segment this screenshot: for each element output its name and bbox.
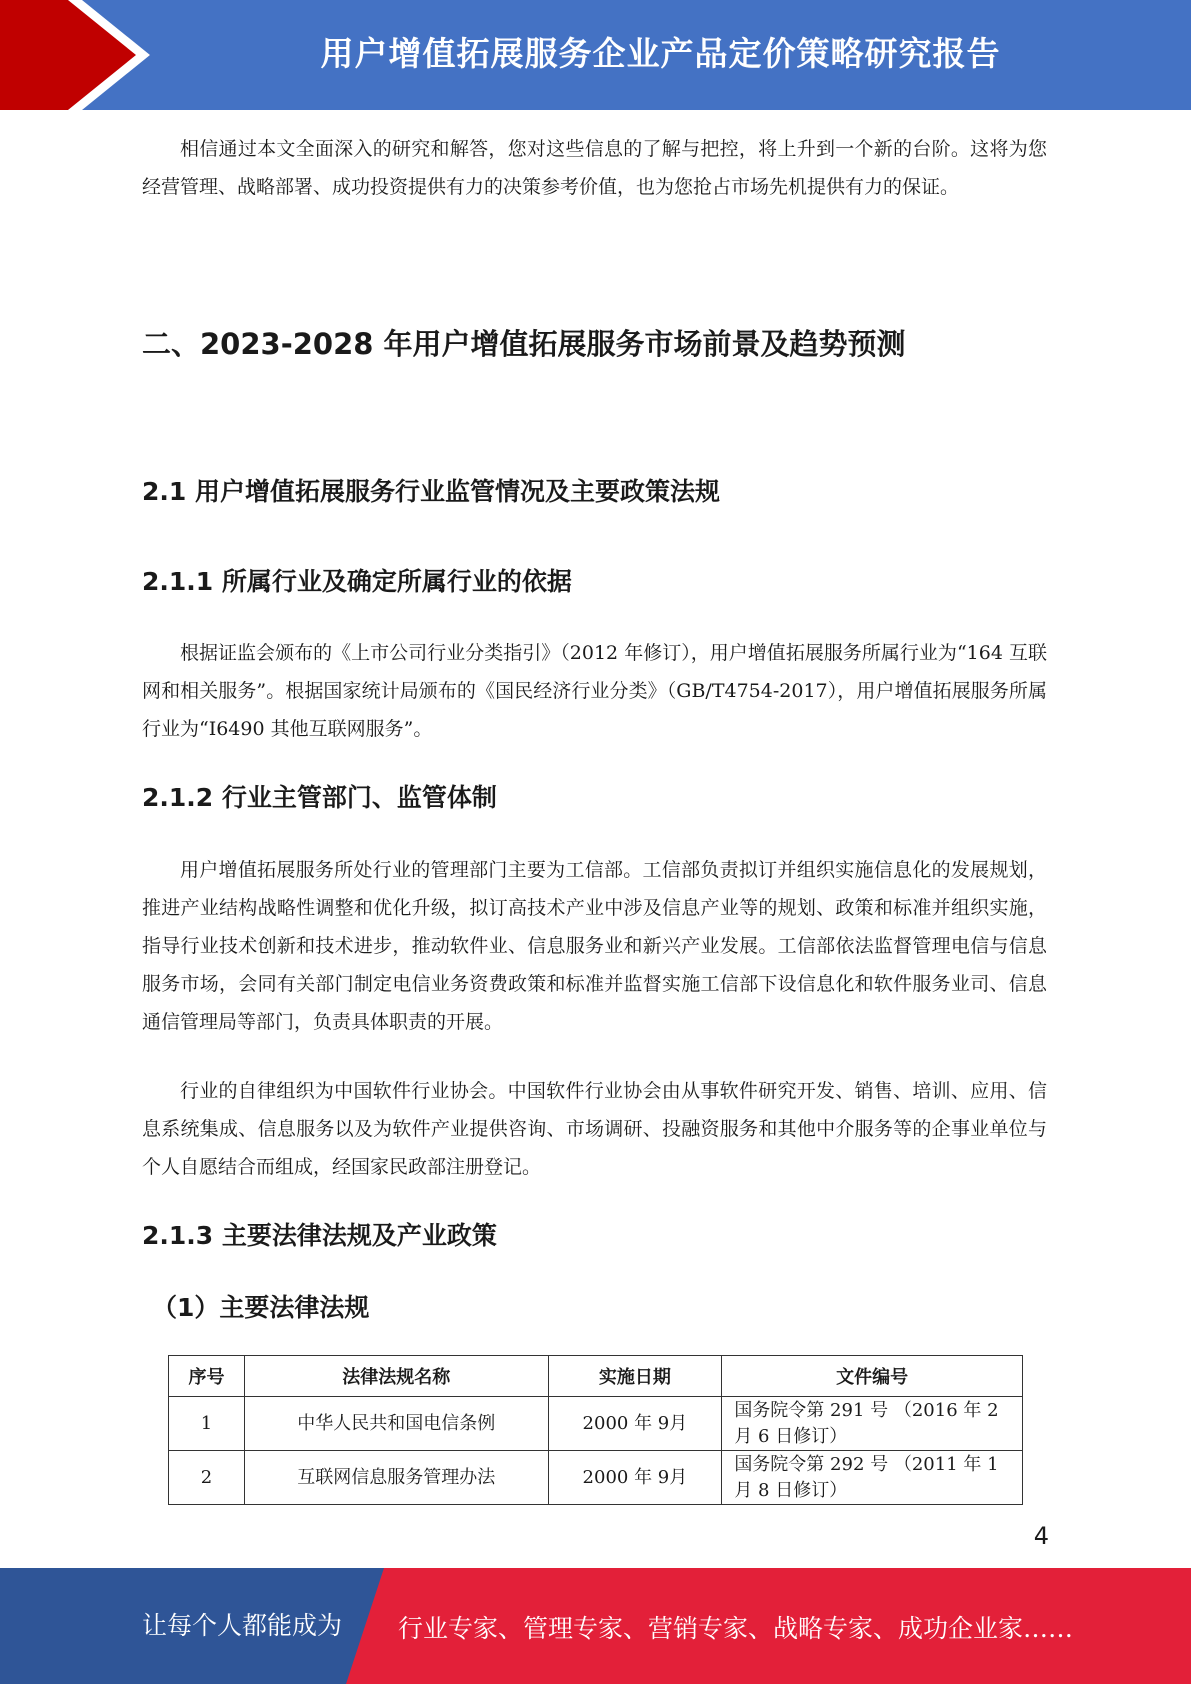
footer-slogan-right: 行业专家、管理专家、营销专家、战略专家、成功企业家…… [398,1614,1074,1643]
cell-date: 2000 年 9月 [548,1397,722,1451]
intro-block [142,130,1047,206]
heading-2-1: 2.1 用户增值拓展服务行业监管情况及主要政策法规 [142,477,720,506]
table-header-row [169,1356,1023,1397]
footer-slogan-left: 让每个人都能成为 [142,1611,343,1640]
cell-name: 互联网信息服务管理办法 [244,1451,548,1505]
cell-doc: 国务院令第 292 号 （2011 年 1 月 8 日修订） [722,1451,1023,1505]
self-regulation-text: 行业的自律组织为中国软件行业协会。中国软件行业协会由从事软件研究开发、销售、培训、应用、信息系统集成、信息服务以及为软件产业提供咨询、市场调研、投融资服务和其他中介服务等的企事业单位与个人自愿结合而组成，经国家民政部注册登记。 [142,1080,1047,1178]
heading-laws: （1）主要法律法规 [152,1293,370,1322]
table-row [169,1451,1023,1505]
heading-2-1-2: 2.1.2 行业主管部门、监管体制 [142,783,497,812]
table-row [169,1397,1023,1451]
cell-doc: 国务院令第 291 号 （2016 年 2 月 6 日修订） [722,1397,1023,1451]
heading-2-1-3: 2.1.3 主要法律法规及产业政策 [142,1221,497,1250]
paragraph-2-1-2-b [142,1072,1047,1186]
footer-banner [0,1568,1191,1684]
col-header-index: 序号 [169,1356,245,1397]
col-header-date: 实施日期 [548,1356,722,1397]
cell-name: 中华人民共和国电信条例 [244,1397,548,1451]
heading-2-1-1: 2.1.1 所属行业及确定所属行业的依据 [142,567,572,596]
header-banner [0,0,1191,110]
report-title: 用户增值拓展服务企业产品定价策略研究报告 [320,34,1001,73]
regulator-text: 用户增值拓展服务所处行业的管理部门主要为工信部。工信部负责拟订并组织实施信息化的发展规划，推进产业结构战略性调整和优化升级，拟订高技术产业中涉及信息产业等的规划、政策和标准并组织实施，指导行业技术创新和技术进步，推动软件业、信息服务业和新兴产业发展。工信部依法监督管理电信与信息服务市场，会同有关部门制定电信业务资费政策和标准并监督实施工信部下设信息化和软件服务业司、信息通信管理局等部门，负责具体职责的开展。 [142,859,1047,1033]
section-heading-2: 二、2023-2028 年用户增值拓展服务市场前景及趋势预测 [142,327,906,361]
laws-table [168,1355,1023,1505]
intro-paragraph: 相信通过本文全面深入的研究和解答，您对这些信息的了解与把控，将上升到一个新的台阶。这将为您经营管理、战略部署、成功投资提供有力的决策参考价值，也为您抢占市场先机提供有力的保证。 [142,138,1047,198]
cell-index: 1 [169,1397,245,1451]
paragraph-2-1-2-a [142,851,1047,1041]
industry-classification-text: 根据证监会颁布的《上市公司行业分类指引》（2012 年修订），用户增值拓展服务所属行业为“164 互联网和相关服务”。根据国家统计局颁布的《国民经济行业分类》（GB/T4754-2017），用户增值拓展服务所属行业为“I6490 其他互联网服务”。 [142,642,1047,740]
page-number: 4 [1033,1522,1049,1550]
col-header-doc: 文件编号 [722,1356,1023,1397]
cell-index: 2 [169,1451,245,1505]
col-header-name: 法律法规名称 [244,1356,548,1397]
cell-date: 2000 年 9月 [548,1451,722,1505]
paragraph-2-1-1 [142,634,1047,748]
